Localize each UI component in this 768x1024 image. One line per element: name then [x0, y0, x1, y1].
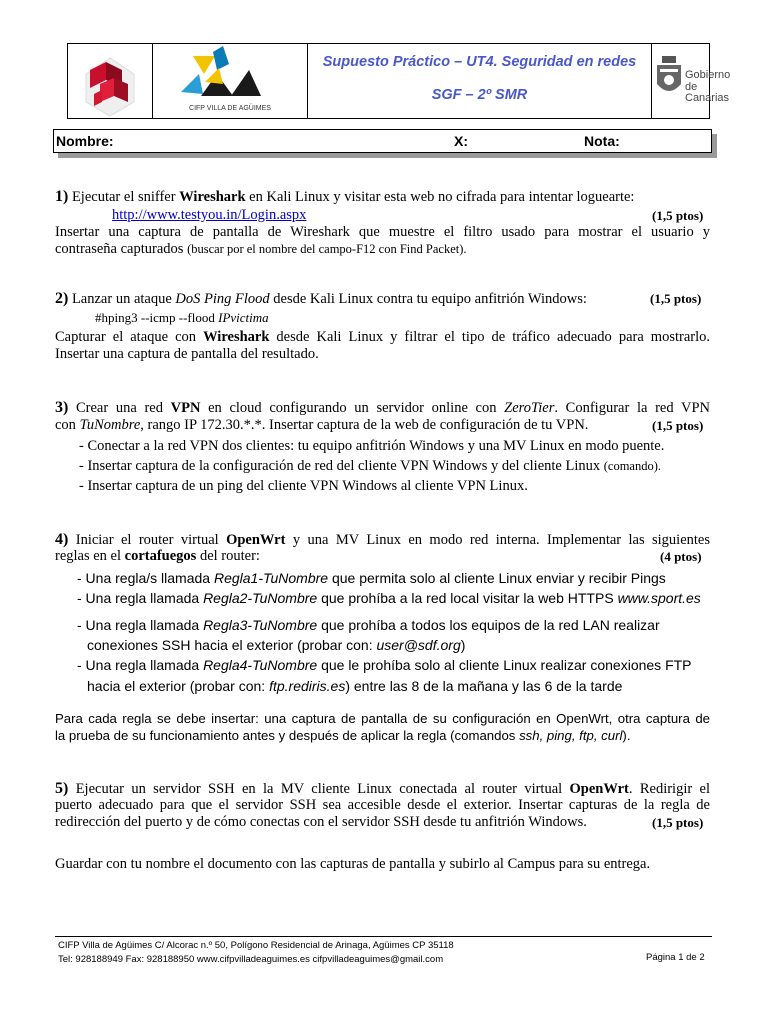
closing-instruction: Guardar con tu nombre el documento con las capturas de pantalla y subirlo al Campus para su entrega. — [55, 856, 651, 872]
q5-number: 5) — [55, 780, 69, 797]
q3-line1 — [55, 399, 710, 417]
document-subtitle: SGF – 2º SMR — [431, 87, 528, 103]
q4-r4l2-host: ftp.rediris.es — [269, 678, 346, 694]
q4-r2-c: que prohíba a la red local visitar la web HTTPS — [317, 590, 618, 606]
q4-r4l2-a: hacia el exterior (probar con: — [87, 678, 270, 694]
cifp-villa-aguimes-logo — [153, 44, 308, 108]
q4-r1-name: Regla1-TuNombre — [213, 570, 329, 586]
title-cell — [308, 44, 652, 118]
q3-bullet2-b: (comando). — [603, 459, 662, 473]
q3-text-e: . Configurar la red VPN — [554, 400, 711, 416]
q5-text-a: Ejecutar un servidor SSH en la MV cliente Linux conectada al router virtual — [75, 781, 570, 797]
q4-rule3-line2 — [87, 637, 465, 654]
q3-text-c: en cloud configurando un servidor online con — [200, 400, 505, 416]
q2-line4: Insertar una captura de pantalla del resultado. — [55, 346, 319, 362]
q4-p2-commands: ssh, ping, ftp, curl — [519, 728, 623, 743]
cifp-logo-caption: CIFP VILLA DE AGÜIMES — [189, 105, 271, 112]
q4-r4-c: que le prohíba solo al cliente Linux realizar conexiones FTP — [317, 657, 692, 673]
q4-line2 — [55, 548, 710, 565]
q2-command — [95, 309, 269, 326]
q3-number: 3) — [55, 399, 69, 416]
q4-r4-a: - Una regla llamada — [77, 657, 204, 673]
q3-text-zerotier: ZeroTier — [504, 400, 555, 416]
footer-divider — [55, 936, 712, 937]
q1-text-a: Ejecutar el sniffer — [71, 189, 180, 205]
q1-url-line — [112, 207, 306, 224]
q5-line2: puerto adecuado para que el servidor SSH sea accesible desde el exterior. Insertar capturas de la regla de — [55, 797, 710, 813]
q4-points: (4 ptos) — [660, 549, 702, 564]
q1-line4-b: (buscar por el nombre del campo-F12 con Find Packet). — [187, 242, 467, 256]
q2-text-dos: DoS Ping Flood — [175, 291, 270, 307]
q4-r3-name: Regla3-TuNombre — [203, 617, 318, 633]
gobierno-canarias-shield-icon — [654, 56, 684, 100]
q4-l2-c: del router: — [196, 548, 260, 564]
q4-r1-c: que permita solo al cliente Linux enviar y recibir Pings — [328, 570, 666, 586]
q3-text-vpn: VPN — [170, 400, 201, 416]
q4-r4l2-c: ) entre las 8 de la mañana y las 6 de la tarde — [345, 678, 623, 694]
q1-number: 1) — [55, 188, 69, 205]
q4-r3-a: - Una regla llamada — [77, 617, 204, 633]
q1-line4-a: contraseña capturados — [55, 241, 188, 257]
testyou-login-link[interactable]: http://www.testyou.in/Login.aspx — [112, 207, 307, 223]
q4-rule4-line2 — [87, 678, 622, 695]
document-title: Supuesto Práctico – UT4. Seguridad en redes — [322, 54, 637, 70]
q1-text-c: en Kali Linux y visitar esta web no cifrada para intentar loguearte: — [245, 189, 635, 205]
nota-label: Nota: — [584, 133, 620, 149]
q4-rule4 — [77, 657, 692, 674]
q4-p2-a: la prueba de su funcionamiento antes y después de aplicar la regla (comandos — [55, 728, 520, 743]
geometric-cubes-logo — [68, 44, 153, 118]
q4-p2-c: ). — [622, 728, 631, 743]
q2-text-a: Lanzar un ataque — [71, 291, 176, 307]
q4-rule1 — [77, 570, 666, 587]
q3-line2 — [55, 417, 710, 434]
q4-text-a: Iniciar el router virtual — [75, 532, 227, 548]
q4-para1: Para cada regla se debe insertar: una captura de pantalla de su configuración en OpenWrt, otra captura de — [55, 711, 710, 726]
q4-r2-a: - Una regla llamada — [77, 590, 204, 606]
q4-rule2 — [77, 590, 701, 607]
q1-line1 — [55, 188, 710, 206]
q3-points: (1,5 ptos) — [652, 418, 704, 433]
document-header — [67, 43, 731, 119]
q2-number: 2) — [55, 290, 69, 307]
page-number: Página 1 de 2 — [646, 952, 705, 963]
gobierno-logo-cell — [652, 44, 731, 118]
q5-text-openwrt: OpenWrt — [569, 781, 629, 797]
q1-line4 — [55, 241, 710, 258]
q1-line3: Insertar una captura de pantalla de Wireshark que muestre el filtro usado para mostrar el usuario y — [55, 224, 710, 240]
q4-l2-cortafuegos: cortafuegos — [124, 548, 197, 564]
q4-r3-c: que prohíba a todos los equipos de la red LAN realizar — [317, 617, 660, 633]
q2-command-text: #hping3 --icmp --flood — [95, 310, 219, 325]
q1-points: (1,5 ptos) — [652, 208, 704, 223]
q2-line1 — [55, 290, 710, 308]
q4-r2-site: www.sport.es — [617, 590, 701, 606]
q1-text-wireshark: Wireshark — [179, 189, 246, 205]
q2-l3-wireshark: Wireshark — [203, 329, 270, 345]
left-logo-cell — [68, 44, 153, 118]
q3-bullet2-a: - Insertar captura de la configuración de red del cliente VPN Windows y del cliente Linux — [79, 458, 604, 474]
footer-address: CIFP Villa de Agüimes C/ Alcorac n.º 50, Polígono Residencial de Arinaga, Agüimes CP 35118 — [58, 940, 454, 951]
q4-text-c: y una MV Linux en modo red interna. Implementar las siguientes — [285, 532, 711, 548]
q3-bullet2 — [79, 458, 661, 475]
q4-r4-name: Regla4-TuNombre — [203, 657, 318, 673]
q3-bullet3: - Insertar captura de un ping del cliente VPN Windows al cliente VPN Linux. — [79, 478, 528, 494]
x-label: X: — [454, 133, 468, 149]
q5-points: (1,5 ptos) — [652, 815, 704, 830]
q4-number: 4) — [55, 531, 69, 548]
q2-line3 — [55, 329, 710, 346]
q4-rule3 — [77, 617, 660, 634]
q2-text-c: desde Kali Linux contra tu equipo anfitrión Windows: — [269, 291, 587, 307]
q5-text-c: . Redirigir el — [628, 781, 711, 797]
q4-l2-a: reglas en el — [55, 548, 125, 564]
q2-points: (1,5 ptos) — [650, 291, 702, 306]
q4-text-openwrt: OpenWrt — [226, 532, 286, 548]
q3-bullet1: - Conectar a la red VPN dos clientes: tu equipo anfitrión Windows y una MV Linux en modo puente. — [79, 438, 665, 454]
q2-l3-c: desde Kali Linux y filtrar el tipo de tráfico adecuado para mostrarlo. — [269, 329, 710, 345]
q4-r3l2-c: ) — [460, 637, 466, 653]
q4-line1 — [55, 531, 710, 549]
gobierno-text-2: de Canarias — [685, 81, 730, 104]
q3-text-a: Crear una red — [76, 400, 171, 416]
nombre-label: Nombre: — [56, 133, 114, 149]
q3-l2-c: , rango IP 172.30.*.*. Insertar captura de la web de configuración de tu VPN. — [140, 417, 589, 433]
q2-l3-a: Capturar el ataque con — [55, 329, 204, 345]
q5-line1 — [55, 780, 710, 798]
footer-contact: Tel: 928188949 Fax: 928188950 www.cifpvilladeaguimes.es cifpvilladeaguimes@gmail.com — [58, 954, 444, 965]
student-info-bar — [53, 129, 712, 153]
q4-r3l2-host: user@sdf.org — [376, 637, 461, 653]
q4-r1-a: - Una regla/s llamada — [77, 570, 214, 586]
q4-r3l2-a: conexiones SSH hacia el exterior (probar con: — [87, 637, 377, 653]
q3-l2-a: con — [55, 417, 80, 433]
cifp-logo-cell — [153, 44, 308, 118]
q4-r2-name: Regla2-TuNombre — [203, 590, 318, 606]
q5-line3: redirección del puerto y de cómo conectas con el servidor SSH desde tu anfitrión Windows. — [55, 814, 587, 830]
q3-l2-tunombre: TuNombre — [79, 417, 141, 433]
gobierno-text-1: Gobierno — [685, 69, 731, 81]
q2-command-arg: IPvictima — [218, 310, 269, 325]
q4-para2 — [55, 727, 710, 744]
